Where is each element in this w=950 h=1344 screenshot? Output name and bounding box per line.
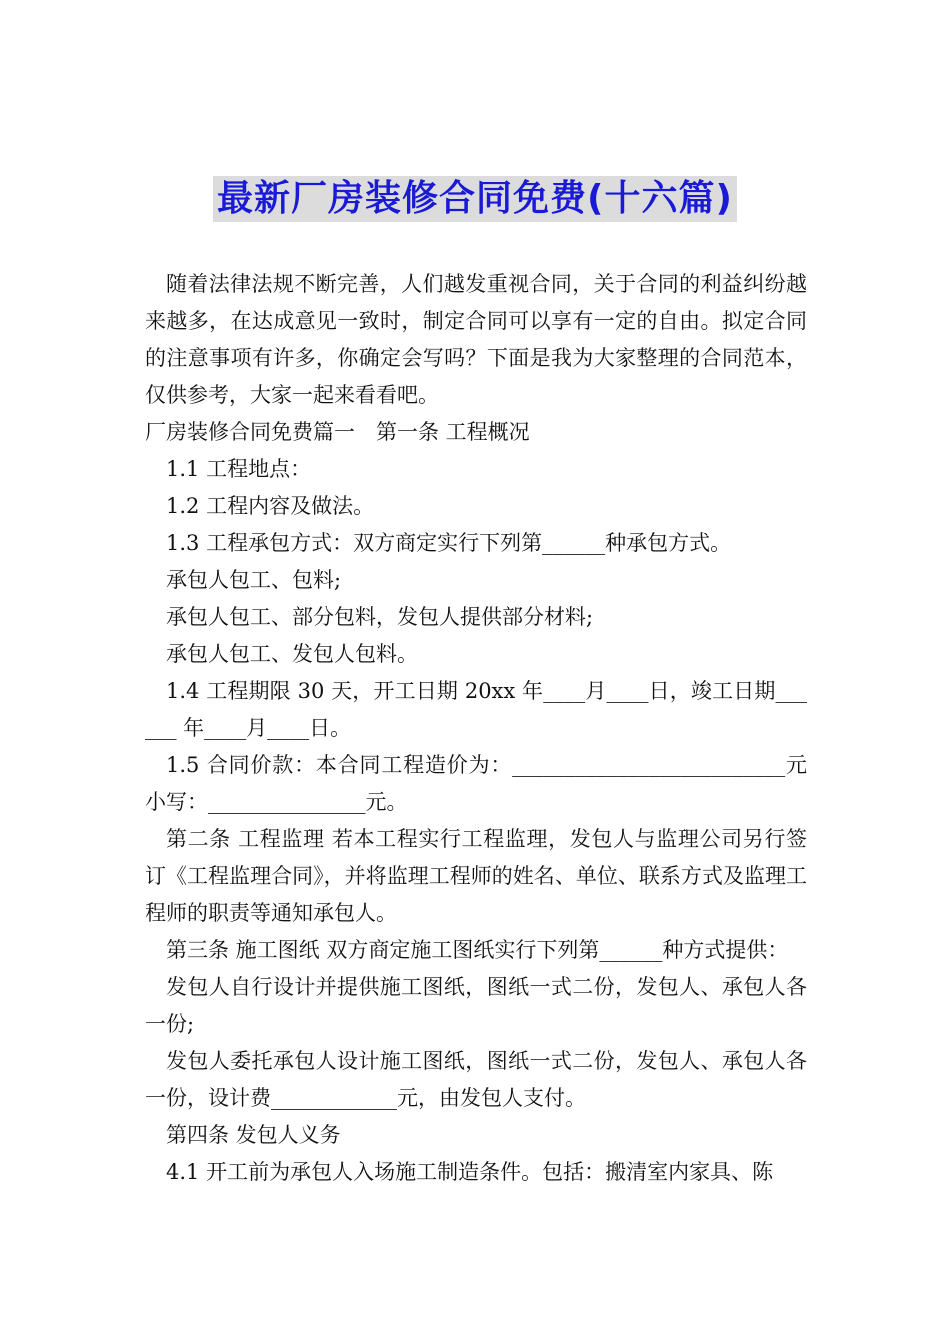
clause-1-1: 1.1 工程地点： [166,457,312,481]
article-2: 第二条 工程监理 若本工程实行工程监理，发包人与监理公司另行签订《工程监理合同》，并将监理工程师的姓名、单位、联系方式及监理工程师的职责等通知承包人。 [145,827,807,925]
document-title: 最新厂房装修合同免费(十六篇) [213,176,737,222]
drawing-option-2: 发包人委托承包人设计施工图纸，图纸一式二份，发包人、承包人各一份，设计费____________元，由发包人支付。 [145,1049,807,1110]
clause-1-2: 1.2 工程内容及做法。 [166,494,375,518]
contract-option-3: 承包人包工、发包人包料。 [166,642,418,666]
document-body [145,266,807,1191]
section-heading-article-1: 厂房装修合同免费篇一 第一条 工程概况 [145,420,530,444]
article-3: 第三条 施工图纸 双方商定施工图纸实行下列第______种方式提供： [166,938,789,962]
clause-1-3: 1.3 工程承包方式：双方商定实行下列第______种承包方式。 [166,531,732,555]
contract-option-1: 承包人包工、包料; [166,568,342,592]
clause-4-1: 4.1 开工前为承包人入场施工制造条件。包括：搬清室内家具、陈 [166,1160,774,1184]
intro-paragraph: 随着法律法规不断完善，人们越发重视合同，关于合同的利益纠纷越来越多，在达成意见一致时，制定合同可以享有一定的自由。拟定合同的注意事项有许多，你确定会写吗？下面是我为大家整理的合同范本，仅供参考，大家一起来看看吧。 [145,272,807,407]
drawing-option-1: 发包人自行设计并提供施工图纸，图纸一式二份，发包人、承包人各一份; [145,975,807,1036]
title-block [0,176,950,222]
clause-1-5: 1.5 合同价款：本合同工程造价为：__________________________元小写：_______________元。 [145,753,807,814]
article-4: 第四条 发包人义务 [166,1123,341,1147]
clause-1-4: 1.4 工程期限 30 天，开工日期 20xx 年____月____日，竣工日期______ 年____月____日。 [145,679,807,740]
contract-option-2: 承包人包工、部分包料，发包人提供部分材料; [166,605,594,629]
